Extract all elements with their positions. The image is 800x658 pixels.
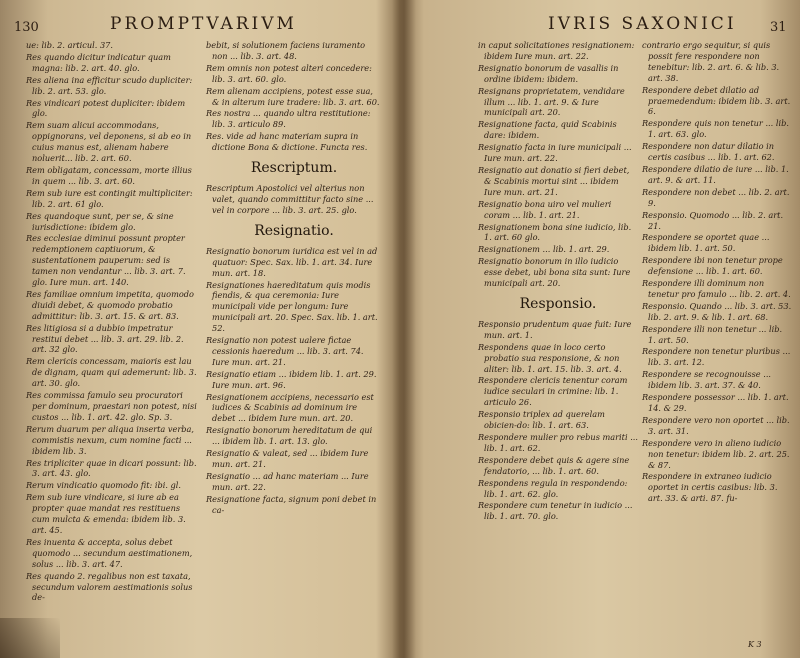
index-entry: Res litigiosa si a dubbio impetratur restitui debet ... lib. 3. art. 29. lib. 2. art. 32 glo. <box>26 322 184 355</box>
index-entry: Respondere non debet ... lib. 2. art. 9. <box>642 186 790 208</box>
index-entry: Respondere debet quis & agere sine fendatorio, ... lib. 1. art. 60. <box>478 454 630 476</box>
index-entry: Res aliena ina efficitur scudo dupliciter: lib. 2. art. 53. glo. <box>26 74 193 96</box>
index-entry: Respondere in extraneo iudicio oportet in certis casibus: lib. 3. art. 33. & arti. 87. fu- <box>642 471 778 504</box>
index-entry: Res vindicari potest dupliciter: ibidem glo. <box>26 97 186 119</box>
right-column-1 <box>478 40 638 523</box>
right-running-head: IVRIS SAXONICI <box>548 14 737 34</box>
index-entry: Res quando dicitur indicatur quam magna: lib. 2. art. 40. glo. <box>26 51 171 73</box>
index-entry: Resignatione facta, signum poni debet in ca- <box>206 493 377 515</box>
index-entry: Resignatio aut donatio si fieri debet, & Scabinis mortui sint ... ibidem Iure mun. art. 21. <box>478 164 630 197</box>
index-entry: Respondere ibi non tenetur prope defensione ... lib. 1. art. 60. <box>642 255 783 277</box>
index-entry: Res ecclesiae diminui possunt propter redemptionem captiuorum, & sustentationem pauperum: sed is tamen non vendantur ... lib. 3. art. 7. glo. Iure mun. art. 140. <box>26 233 186 288</box>
index-entry: Respondens regula in respondendo: lib. 1. art. 62. glo. <box>478 477 628 499</box>
index-entry: Resignationes haereditatum quis modis fiendis, & qua ceremonia: Iure municipali vide per longum: Iure municipali art. 20. Spec. Sax. lib. 1. art. 52. <box>206 279 378 334</box>
index-entry: Res familiae omnium impetita, quomodo diuidi debet, & quomodo probatio admittitur: lib. 3. art. 15. & art. 83. <box>26 288 194 321</box>
index-entry: Rem alienam accipiens, potest esse sua, & in alterum iure tradere: lib. 3. art. 60. <box>206 85 380 107</box>
index-entry: Resignans proprietatem, vendidare illum ... lib. 1. art. 9. & Iure municipali art. 20. <box>478 85 625 118</box>
index-entry: Res commissa famulo seu procuratori per dominum, praestari non potest, nisi custos ... lib. 1. art. 42. glo. Sp. 3. <box>26 390 197 422</box>
index-entry: Resignatio bonorum iuridica est vel in ad quatuor: Spec. Sax. lib. 1. art. 34. Iure mun. art. 18. <box>206 245 378 278</box>
index-entry: Responsio prudentum quae fuit: Iure mun. art. 1. <box>478 318 632 340</box>
index-entry: Responsio triplex ad querelam obicien-do: lib. 1. art. 63. <box>478 409 605 431</box>
index-entry: Respondere se recognouisse ... ibidem lib. 3. art. 37. & 40. <box>642 369 772 391</box>
left-column-1 <box>26 40 198 604</box>
index-entry: contrario ergo sequitur, si quis possit fere respondere non tenebitur: lib. 2. art. 6. & lib. 3. art. 38. <box>642 40 780 83</box>
index-entry: Resignationem bona sine iudicio, lib. 1. art. 60 glo. <box>478 221 632 243</box>
index-entry: Respondere non datur dilatio in certis casibus ... lib. 1. art. 62. <box>642 141 775 163</box>
heading-responsio: Responsio. <box>519 295 597 312</box>
left-running-head: PROMPTVARIVM <box>110 14 297 34</box>
index-entry: Resignatio & valeat, sed ... ibidem Iure mun. art. 21. <box>206 448 369 469</box>
index-entry: Respondere vero in alieno iudicio non tenetur: ibidem lib. 2. art. 25. & 87. <box>642 437 790 470</box>
index-entry: Responsio. Quando ... lib. 3. art. 53. lib. 2. art. 9. & lib. 1. art. 68. <box>642 300 792 322</box>
index-entry: Resignationem accipiens, necessario est iudices & Scabinis ad dominum ire debet ... ibidem Iure mun. art. 20. <box>206 391 374 424</box>
index-entry: Resignatio bonorum in illo iudicio esse debet, ubi bona sita sunt: Iure municipali art. 20. <box>478 256 631 289</box>
index-entry: Res quandoque sunt, per se, & sine iurisdictione: ibidem glo. <box>26 210 174 232</box>
index-entry: Resignatio non potest ualere fictae cessionis haeredum ... lib. 3. art. 74. Iure mun. art. 21. <box>206 335 364 367</box>
index-entry: Resignatione facta, quid Scabinis dare: ibidem. <box>478 119 617 141</box>
index-entry: Respondere illi non tenetur ... lib. 1. art. 50. <box>642 323 783 345</box>
right-page-number: 31 <box>770 20 787 35</box>
index-entry: Rem clericis concessam, maioris est lau de dignam, quam qui ademerunt: lib. 3. art. 30. glo. <box>26 356 197 389</box>
index-entry: Resignatio facta in iure municipali ... Iure mun. art. 22. <box>478 142 632 164</box>
index-entry: Rem obligatam, concessam, morte illius in quem ... lib. 3. art. 60. <box>26 164 192 186</box>
index-entry: Respondere illi dominum non tenetur pro famulo ... lib. 2. art. 4. <box>642 278 791 299</box>
index-entry: Respondere se oportet quae ... ibidem lib. 1. art. 50. <box>642 232 770 254</box>
index-entry: Rem suam alicui accommodans, oppignorans, vel deponens, si ab eo in cuius manus est, alienam habere noluerit... lib. 2. art. 60. <box>26 120 192 164</box>
index-entry: Respondere possessor ... lib. 1. art. 14. & 29. <box>642 392 789 413</box>
index-entry: Respondens quae in loco certo probatio sua responsione, & non aliter: lib. 1. art. 15. lib. 3. art. 4. <box>478 341 622 374</box>
index-entry: Resignatio ... ad hanc materiam ... Iure mun. art. 22. <box>206 470 369 492</box>
index-entry: Rescriptum Apostolici vel alterius non valet, quando committitur facto sine ... vel in corpore ... lib. 3. art. 25. glo. <box>206 183 374 215</box>
index-entry: Res tripliciter quae in dicari possunt: lib. 3. art. 43. glo. <box>26 457 197 479</box>
index-entry: Respondere mulier pro rebus mariti ... lib. 1. art. 62. <box>478 432 639 453</box>
index-entry: Respondere debet dilatio ad praemedendum: ibidem lib. 3. art. 6. <box>642 84 791 117</box>
index-entry: Rerum duarum per aliqua inserta verba, commistis nexum, cum nomine facti ... ibidem lib. 3. <box>26 423 194 456</box>
index-entry: Res quando 2. regalibus non est taxata, secundum valorem aestimationis solus de- <box>26 570 193 603</box>
index-entry: Respondere quis non tenetur ... lib. 1. art. 63. glo. <box>642 118 789 140</box>
heading-rescriptum: Rescriptum. <box>250 160 338 177</box>
index-entry: Responsio. Quomodo ... lib. 2. art. 21. <box>642 209 784 231</box>
index-entry: Respondere vero non oportet ... lib. 3. art. 31. <box>642 414 790 436</box>
index-entry: Resignatio bona uiro vel mulieri coram ... lib. 1. art. 21. <box>478 198 612 220</box>
heading-resignatio: Resignatio. <box>254 222 334 239</box>
index-entry: Resignatio etiam ... ibidem lib. 1. art. 29. Iure mun. art. 96. <box>206 368 377 390</box>
index-entry: Rem sub iure est contingit multipliciter: lib. 2. art. 61 glo. <box>26 187 193 209</box>
index-entry: Rem sub iure vindicare, si iure ab ea propter quae mandat res restituens cum mulcta & emenda: ibidem lib. 3. art. 45. <box>26 492 186 535</box>
index-entry: Res. vide ad hanc materiam supra in dictione Bona & dictione. Functa res. <box>206 131 368 153</box>
right-page <box>400 0 800 658</box>
page-corner-shadow <box>0 618 60 658</box>
right-catchword: K 3 <box>748 640 762 649</box>
left-page-number: 130 <box>14 20 39 35</box>
index-entry: Respondere dilatio de iure ... lib. 1. art. 9. & art. 11. <box>642 163 789 185</box>
index-entry: Respondere clericis tenentur coram iudice seculari in crimine: lib. 1. articulo 26. <box>478 375 628 408</box>
index-entry: Resignatio bonorum hereditatum de qui ... ibidem lib. 1. art. 13. glo. <box>206 425 373 447</box>
index-entry: Resignatio bonorum de vasallis in ordine ibidem: ibidem. <box>478 62 619 84</box>
index-entry: bebit, si solutionem faciens iuramento non ... lib. 3. art. 48. <box>206 40 366 61</box>
index-entry: ue: lib. 2. articul. 37. <box>26 40 113 50</box>
left-column-2 <box>206 40 382 517</box>
index-entry: Res nostra ... quando ultra restitutione: lib. 3. articulo 89. <box>206 108 371 130</box>
index-entry: Respondere non tenetur pluribus ... lib. 3. art. 12. <box>642 346 791 368</box>
index-entry: Res inuenta & accepta, solus debet quomodo ... secundum aestimationem, solus ... lib. 3. art. 47. <box>26 536 193 569</box>
right-column-2 <box>642 40 792 505</box>
index-entry: in caput solicitationes resignationem: ibidem Iure mun. art. 22. <box>478 40 635 61</box>
index-entry: Rerum vindicatio quomodo fit: ibi. gl. <box>26 480 182 491</box>
index-entry: Resignationem ... lib. 1. art. 29. <box>478 244 610 255</box>
index-entry: Respondere cum tenetur in iudicio ... lib. 1. art. 70. glo. <box>478 500 633 522</box>
index-entry: Rem omnis non potest alteri concedere: lib. 3. art. 60. glo. <box>206 62 372 84</box>
